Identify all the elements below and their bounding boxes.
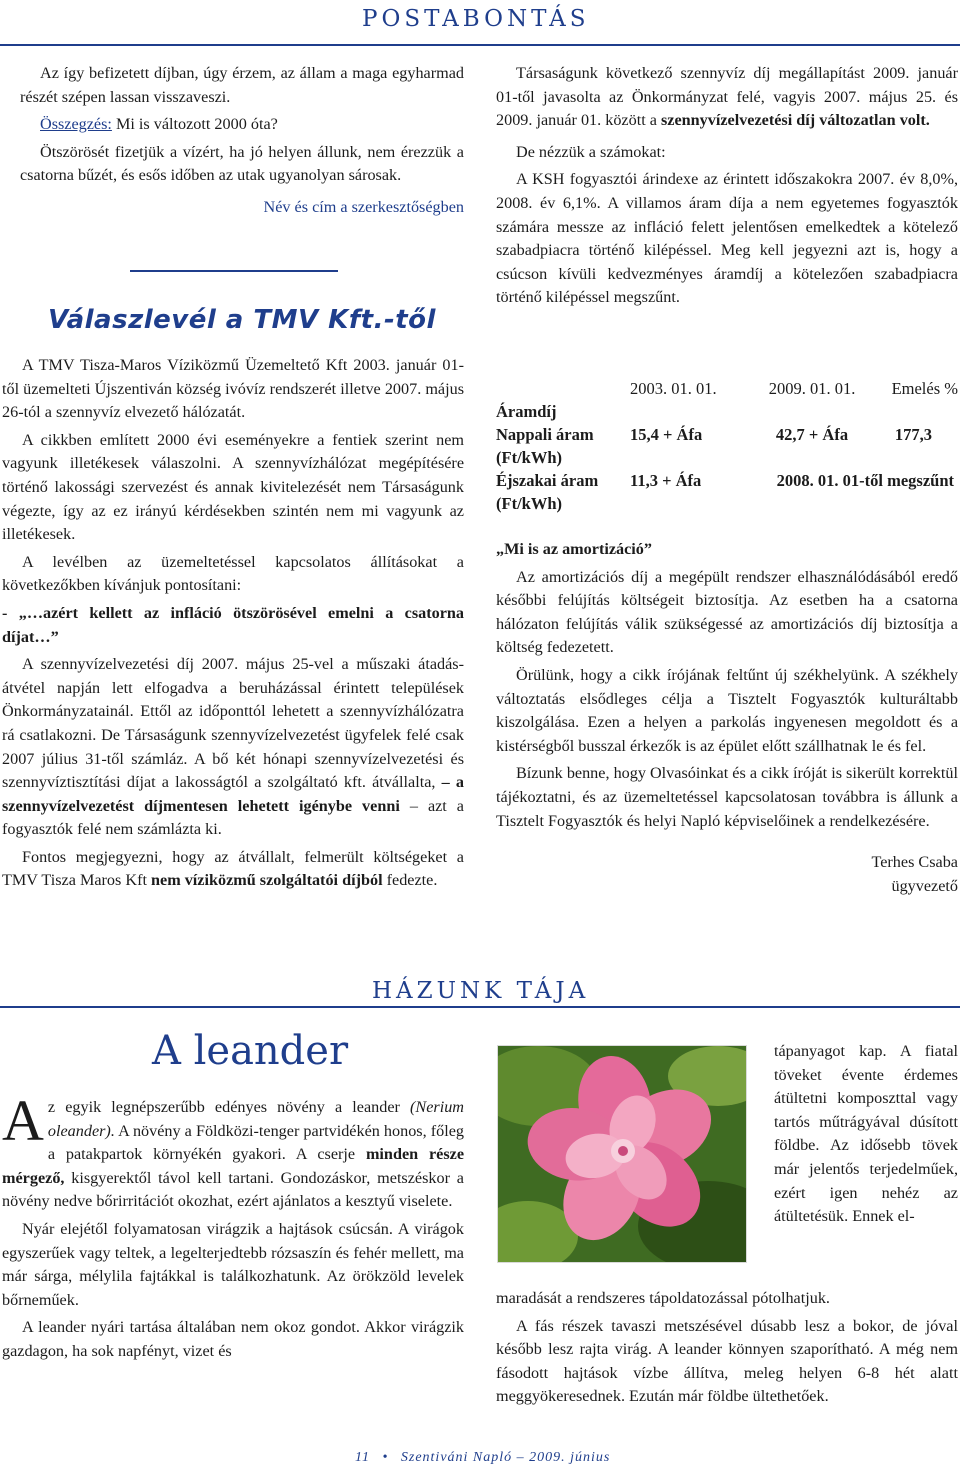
summary-text: Mi is változott 2000 óta?: [111, 115, 278, 134]
paragraph: A fás részek tavaszi metszésével dúsabb lesz a bokor, de jóval később lesz rajta virág. A leander könnyen szaporítható. A még nem fásodott hajtások vízbe állítva, meleg helyen 6-8 hét alatt meggyökeresednek. Ezután már földbe ültethetőek.: [496, 1316, 958, 1406]
table-row: [496, 423, 958, 469]
letter-signature: Név és cím a szerkesztőségben: [263, 197, 464, 216]
right-column-lower: [496, 538, 958, 902]
bold-text: minden része mérgező,: [2, 1145, 464, 1187]
page-number: 11: [355, 1450, 370, 1465]
row-unit: (Ft/kWh): [496, 448, 562, 467]
paragraph: A KSH fogyasztói árindexe az érintett időszakokra 2007. év 8,0%, 2008. év 6,1%. A villamos áram díja a nem egyetemes fogyasztók számára messze az infláció felett jelentősen emelkedtek a kötelező szabadpiacra történő kilépéssel. Meg kell jegyezni azt is, hogy a csúcson kívüli kedvezményes áramdíj a kötelezően szabadpiacra történő kilépéssel megszűnt.: [496, 170, 958, 307]
paragraph: A TMV Tisza-Maros Víziközmű Üzemeltető Kft 2003. január 01-től üzemelteti Újszentiván község ivóvíz rendszerét illetve 2007. május 26-tól a szennyvíz elvezető hálózatát.: [2, 356, 464, 422]
table-cell: 11,3 + Áfa: [630, 471, 702, 490]
paragraph: Ötszörösét fizetjük a vízért, ha jó helyen állunk, nem érezzük a csatorna bűzét, és esős időben az utak ugyanolyan sárosak.: [20, 142, 464, 185]
paragraph: [2, 653, 464, 842]
table-cell: [496, 469, 630, 515]
section-rule: [0, 1006, 960, 1008]
table-row: [496, 400, 958, 423]
paragraph: Örülünk, hogy a cikk írójának feltűnt új székhelyünk. A székhely változtatás elsődleges célja a Tisztelt Fogyasztók kulturáltabb kiszolgálása. Ezen a helyen a parkolás ingyenesen megoldott és a kistérségből busszal érkezők is az épület előtt szállhatnak le és fel.: [496, 665, 958, 755]
bold-text: szennyvízelvezetési díj változatlan volt.: [660, 111, 930, 130]
paragraph: Az így befizetett díjban, úgy érzem, az állam a maga egyharmad részét szépen lassan visszaveszi.: [20, 64, 464, 106]
paragraph: A cikkben említett 2000 évi eseményekre a fentiek szerint nem vagyunk illetékesek válaszolni. A szennyvízhálózat megépítésére történő lakossági szervezést és annak kivitelezését nem Társaságunk végezte, így az ez irányú kérdésekben szintén nem mi vagyunk az illetékesek.: [2, 430, 464, 544]
text: Társaságunk következő szennyvíz díj megállapítást 2009. január 01-től javasolta az Önkormányzat felé, vagyis 2007. május 25. és 2009. január 01. között a: [496, 64, 958, 130]
summary-label: Összegzés:: [40, 115, 112, 134]
table-header: 2003. 01. 01.: [630, 379, 717, 398]
article-title-reply: Válaszlevél a TMV Kft.-től: [48, 305, 436, 335]
paragraph: Az amortizációs díj a megépült rendszer elhasználódásából eredő későbbi felújítás költségeit biztosítja. Az esetben ha a csatorna hálózaton felújítás válik szükségessé az amortizációs díj biztosítja a költség fedezetett.: [496, 567, 958, 657]
divider-line: [130, 270, 338, 272]
row-label: Éjszakai áram: [496, 471, 599, 490]
table-cell: 177,3: [894, 425, 932, 444]
row-label: Nappali áram: [496, 425, 594, 444]
paragraph: Bízunk benne, hogy Olvasóinkat és a cikk íróját is sikerült korrektül tájékoztatni, és az üzemeltetéssel kapcsolatosan továbbra is állunk a Tisztelt Fogyasztók és helyi Napló képviselőinek a rendelkezésére.: [496, 764, 958, 830]
page-footer: [355, 1450, 610, 1466]
leander-right-column: [496, 1287, 958, 1413]
table-row: [496, 469, 958, 515]
left-column: [20, 62, 464, 224]
table-cell: 15,4 + Áfa: [630, 425, 703, 444]
table-header: 2009. 01. 01.: [768, 379, 856, 398]
text: Fontos megjegyezni, hogy az átvállalt, felmerült költségeket a TMV Tisza Maros Kft: [2, 847, 464, 890]
bold-text: nem víziközmű szolgáltatói díjból: [151, 871, 383, 890]
paragraph: [2, 1088, 464, 1214]
bold-text: – a szennyvízelvezetést díjmentesen lehetett igénybe venni: [2, 773, 464, 815]
text: – azt a fogyasztók felé nem számlázta ki.: [2, 796, 464, 839]
quote: - „…azért kellett az infláció ötszörösével emelni a csatorna díjat…”: [2, 603, 464, 646]
leander-right-wrap: [774, 1040, 958, 1233]
amortization-title: „Mi is az amortizáció”: [496, 540, 652, 558]
electricity-price-table: [496, 377, 958, 515]
signature-name: Terhes Csaba: [871, 853, 958, 872]
paragraph: Nyár elejétől folyamatosan virágzik a hajtások csúcsán. A virágok egyszerűek vagy teltek, a legelterjedtebb rózsaszín és fehér mellett, ma már sárga, mélylila fajtákkal is találkozhatunk. Az örökzöld levelek bőrneműek.: [2, 1219, 464, 1309]
text: kisgyerektől távol kell tartani. Gondozáskor, metszéskor a növény nedve bőrirritációt okozhat, ezért ajánlatos a kesztyű viselete.: [2, 1168, 464, 1211]
section-title-hazunk-taja: HÁZUNK TÁJA: [372, 978, 590, 1004]
signature-title: ügyvezető: [891, 876, 958, 895]
paragraph: maradását a rendszeres tápoldatozással pótolhatjuk.: [496, 1289, 830, 1307]
journal-name: Szentiváni Napló – 2009. június: [400, 1450, 611, 1465]
text: A növény a Földközi-tenger partvidékén honos, főleg a patakpartok környékén gyakori. A cserje: [47, 1121, 464, 1164]
bullet: •: [382, 1450, 389, 1465]
leander-left-column: [2, 1088, 464, 1368]
summary-paragraph: [20, 113, 464, 137]
numbers-label: De nézzük a számokat:: [516, 142, 666, 161]
table-cell: 2008. 01. 01-től megszűnt: [776, 471, 954, 490]
table-cell: [496, 423, 630, 469]
text: A szennyvízelvezetési díj 2007. május 25-vel a műszaki átadás-átvétel napján lett elfogadva a beruházással érintett települések Önkormányzatainál. Ettől az időponttól lehetett a szennyvízhálózatra rá csatlakozni. De Társaságunk szennyvízelvezetést ügyfelek felé csak 2007 július 31-től számláz. A bő két hónapi szennyvízelvezetési és szennyvíztisztítási díjat a lakosságtól a szolgáltató kft. átvállalta,: [2, 655, 464, 792]
paragraph: A levélben az üzemeltetéssel kapcsolatos állításokat a következőkben kívánjuk pontosítani:: [2, 552, 464, 595]
table-header: Emelés %: [891, 379, 958, 398]
table-cell: 42,7 + Áfa: [775, 425, 849, 444]
table-cell: Áramdíj: [496, 402, 557, 421]
article-title-leander: A leander: [152, 1028, 349, 1074]
table-header-row: [496, 377, 958, 400]
paragraph: tápanyagot kap. A fiatal töveket évente érdemes átültetni komposzttal vagy tartós műtrágyával dúsított földbe. Az idősebb tövek már jelentős terjedelműek, ezért igen nehéz az átültetésük. Ennek el-: [774, 1042, 958, 1226]
row-unit: (Ft/kWh): [496, 494, 562, 513]
paragraph: [496, 62, 958, 133]
paragraph: [2, 846, 464, 893]
right-column: [496, 62, 958, 314]
text: fedezte.: [382, 871, 438, 890]
italic-text: (Nerium oleander).: [47, 1098, 464, 1140]
text: z egyik legnépszerűbb edényes növény a leander: [47, 1098, 411, 1116]
oleander-flower-icon: [498, 1046, 747, 1263]
paragraph: A leander nyári tartása általában nem okoz gondot. Akkor virágzik gazdagon, ha sok napfényt, vizet és: [2, 1318, 464, 1360]
reply-column: [2, 354, 464, 897]
header-rule: [0, 44, 960, 46]
section-title-postabontas: POSTABONTÁS: [362, 6, 590, 32]
drop-cap: A: [2, 1088, 44, 1153]
oleander-photo: [497, 1045, 747, 1263]
